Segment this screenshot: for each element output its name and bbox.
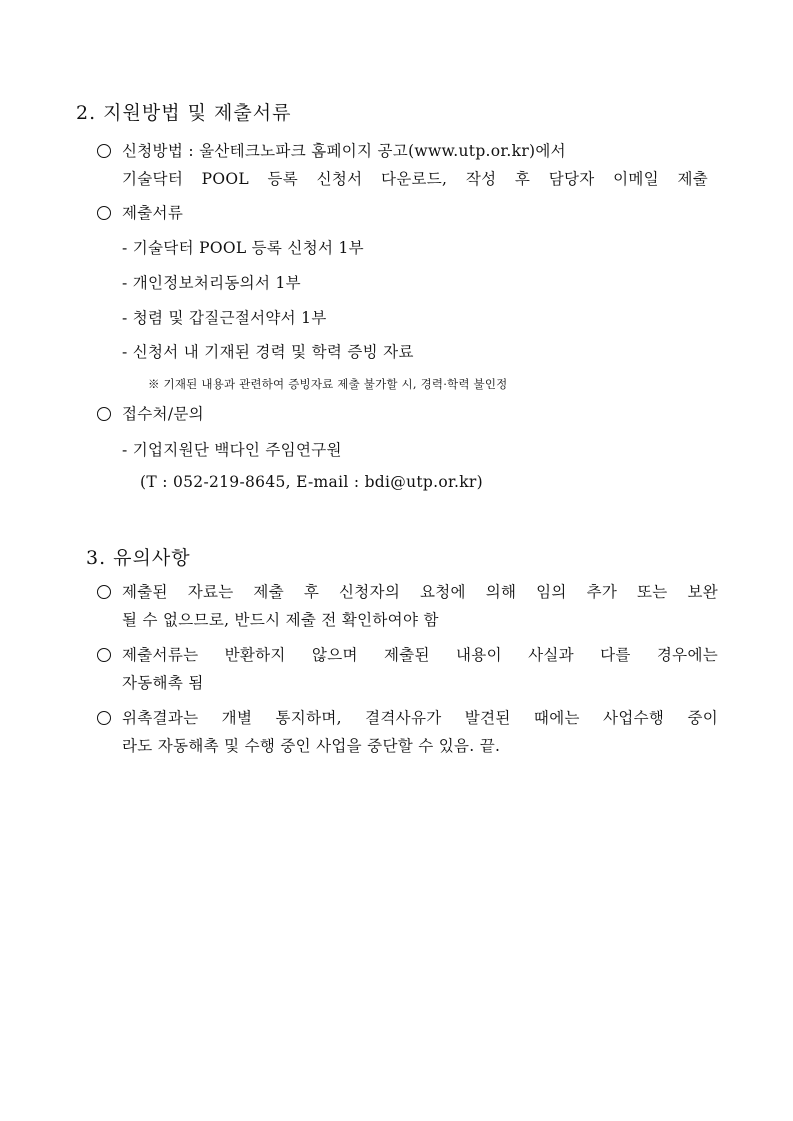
section3-title: 3. 유의사항 xyxy=(86,547,191,569)
notice-item-line2: 라도 자동해촉 및 수행 중인 사업을 중단할 수 있음. 끝. xyxy=(122,737,501,755)
bullet-circle-icon xyxy=(97,144,111,158)
notice-item-line2: 자동해촉 됨 xyxy=(122,674,204,692)
bullet-circle-icon xyxy=(97,648,111,662)
notice-item-line1: 제출된 자료는 제출 후 신청자의 요청에 의해 임의 추가 또는 보완 xyxy=(122,583,718,601)
bullet-circle-icon xyxy=(97,407,111,421)
contact-person: - 기업지원단 백다인 주임연구원 xyxy=(122,441,342,459)
notice-item-line1: 제출서류는 반환하지 않으며 제출된 내용이 사실과 다를 경우에는 xyxy=(122,646,718,664)
docs-item: - 개인정보처리동의서 1부 xyxy=(122,274,301,292)
docs-note: ※ 기재된 내용과 관련하여 증빙자료 제출 불가할 시, 경력·학력 불인정 xyxy=(148,377,508,391)
bullet-circle-icon xyxy=(97,585,111,599)
section2-title: 2. 지원방법 및 제출서류 xyxy=(76,102,292,124)
bullet-circle-icon xyxy=(97,206,111,220)
docs-label: 제출서류 xyxy=(122,204,184,222)
apply-method-line2: 기술닥터 POOL 등록 신청서 다운로드, 작성 후 담당자 이메일 제출 xyxy=(122,170,708,188)
docs-item: - 청렴 및 갑질근절서약서 1부 xyxy=(122,309,327,327)
docs-item: - 기술닥터 POOL 등록 신청서 1부 xyxy=(122,239,364,257)
notice-item-line1: 위촉결과는 개별 통지하며, 결격사유가 발견된 때에는 사업수행 중이 xyxy=(122,709,718,727)
bullet-circle-icon xyxy=(97,711,111,725)
contact-label: 접수처/문의 xyxy=(122,405,204,423)
contact-info: (T : 052-219-8645, E-mail : bdi@utp.or.kr) xyxy=(140,473,483,491)
apply-method-line1: 신청방법 : 울산테크노파크 홈페이지 공고(www.utp.or.kr)에서 xyxy=(122,142,566,160)
docs-item: - 신청서 내 기재된 경력 및 학력 증빙 자료 xyxy=(122,343,414,361)
notice-item-line2: 될 수 없으므로, 반드시 제출 전 확인하여야 함 xyxy=(122,611,439,629)
